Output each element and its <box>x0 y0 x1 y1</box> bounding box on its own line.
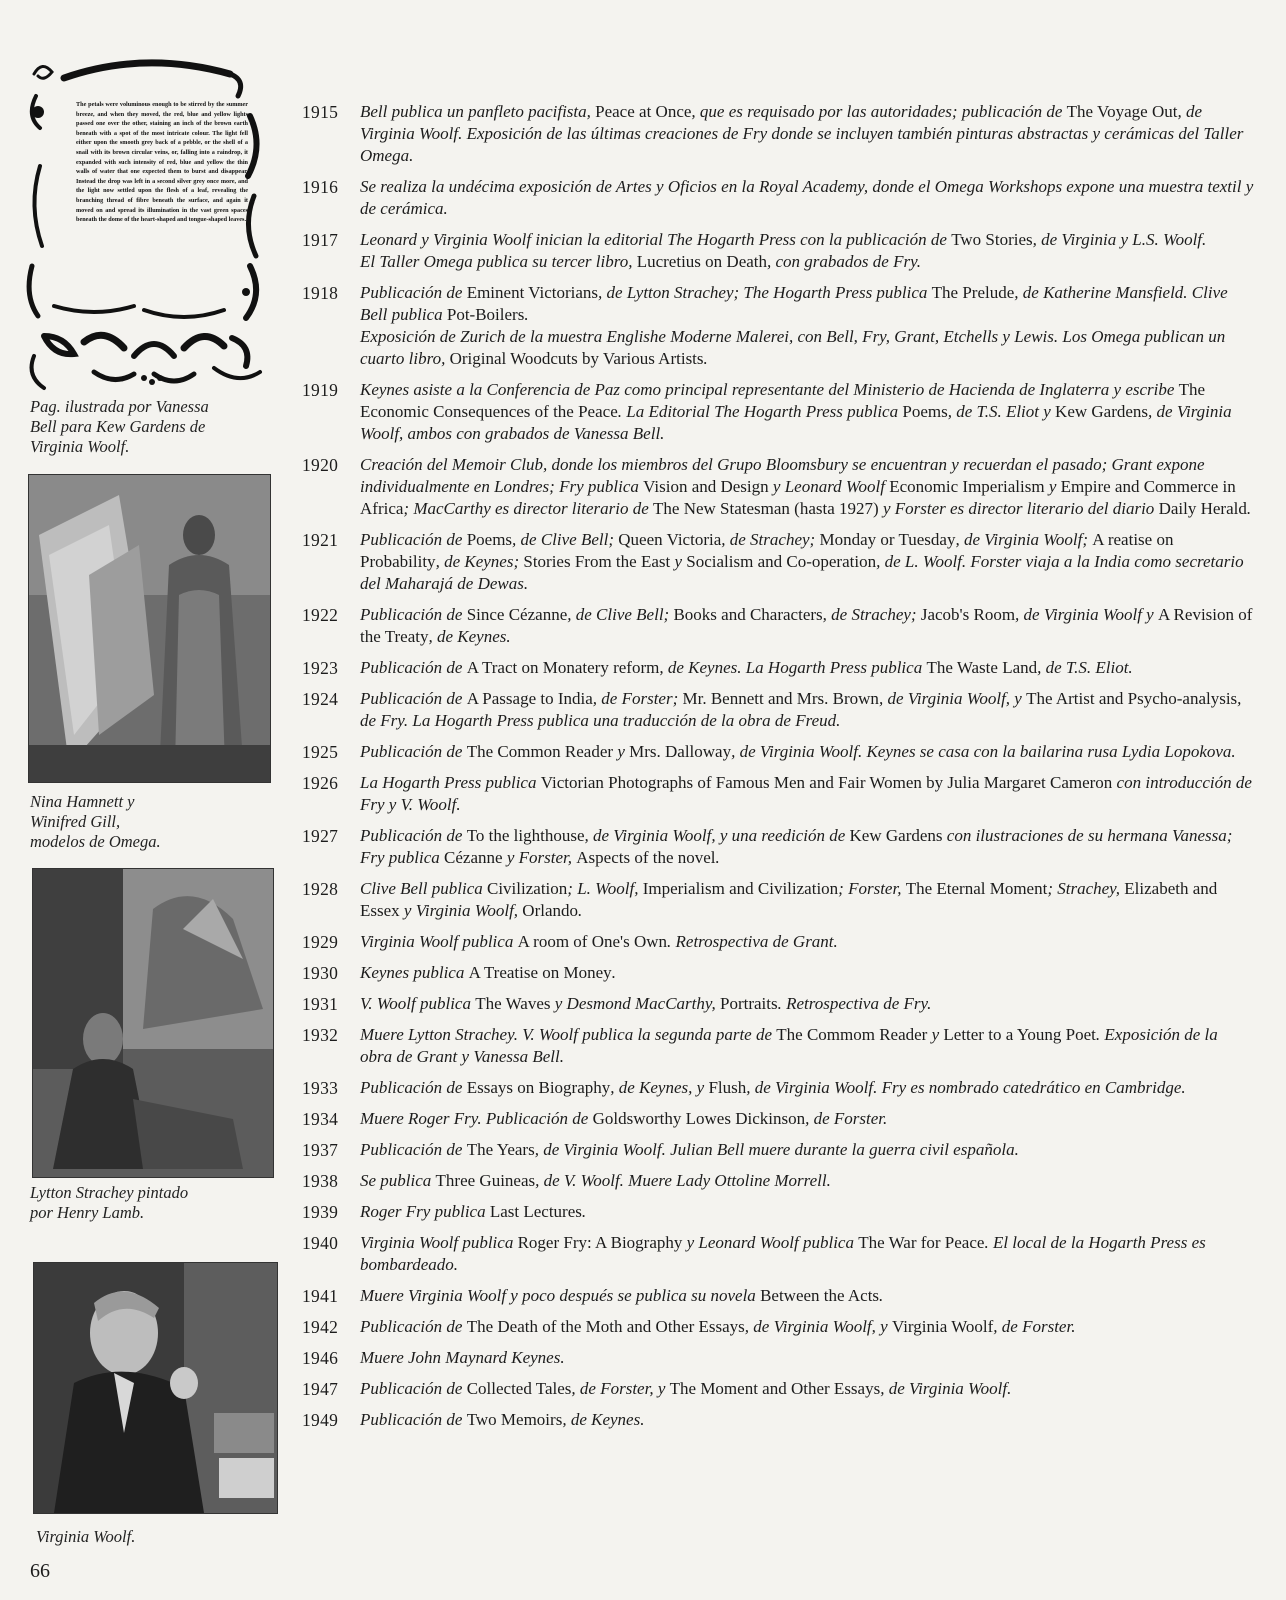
timeline-entry <box>302 1316 1254 1338</box>
entry-segment: , de Strachey; <box>721 530 820 549</box>
entry-segment: , de Virginia Woolf. Julian Bell muere durante la guerra civil española. <box>534 1140 1019 1159</box>
timeline-entry <box>302 282 1254 370</box>
work-title: The Waste Land <box>926 658 1038 677</box>
work-title: Essays on Biography <box>466 1078 611 1097</box>
work-title: Poems <box>902 402 948 421</box>
entry-paragraph <box>360 1232 1254 1276</box>
entry-text <box>360 1285 1254 1307</box>
entry-text <box>360 772 1254 816</box>
entry-segment: , de Clive Bell; <box>567 605 674 624</box>
entry-paragraph <box>360 1108 1254 1130</box>
entry-year: 1915 <box>302 102 339 122</box>
entry-segment: Virginia Woolf publica <box>360 932 518 951</box>
entry-paragraph <box>360 962 1254 984</box>
entry-paragraph <box>360 772 1254 816</box>
entry-segment: Muere Roger Fry. Publicación de <box>360 1109 593 1128</box>
entry-segment: ; Forster, <box>838 879 906 898</box>
work-title: Imperialism and Civilization <box>642 879 839 898</box>
entry-text <box>360 1378 1254 1400</box>
work-title: Orlando <box>522 901 579 920</box>
entry-segment: Publicación de <box>360 689 467 708</box>
entry-paragraph <box>360 1316 1254 1338</box>
work-title: Vision and Design <box>643 477 769 496</box>
work-title: Roger Fry: A Biography <box>517 1233 683 1252</box>
entry-text <box>360 101 1254 167</box>
entry-text <box>360 229 1254 273</box>
work-title: Stories From the East <box>523 552 671 571</box>
entry-year: 1930 <box>302 963 339 983</box>
work-title: Aspects of the novel <box>576 848 716 867</box>
entry-year: 1931 <box>302 994 339 1014</box>
entry-paragraph <box>360 1139 1254 1161</box>
entry-segment: , que es requisado por las autoridades; publicación de <box>691 102 1067 121</box>
entry-segment: y <box>670 552 687 571</box>
entry-segment: . <box>578 901 583 920</box>
entry-text <box>360 529 1254 595</box>
entry-segment: , de Virginia Woolf. <box>880 1379 1012 1398</box>
work-title: Virginia Woolf <box>891 1317 994 1336</box>
timeline-entry <box>302 962 1254 984</box>
entry-segment: . <box>703 349 708 368</box>
work-title: A reatise on Probability <box>360 530 1174 571</box>
entry-segment: , de Virginia Woolf. Fry es nombrado catedrático en Cambridge. <box>746 1078 1186 1097</box>
timeline-entry <box>302 1108 1254 1130</box>
entry-segment: y Virginia Woolf, <box>399 901 523 920</box>
entry-text <box>360 454 1254 520</box>
work-title: Monday or Tuesday <box>819 530 956 549</box>
entry-text <box>360 379 1254 445</box>
entry-text <box>360 1201 1254 1223</box>
entry-text <box>360 1232 1254 1276</box>
entry-segment: , de Virginia Woolf y <box>1015 605 1158 624</box>
timeline-entry <box>302 1024 1254 1068</box>
work-title: Economic Imperialism <box>889 477 1045 496</box>
entry-text <box>360 993 1254 1015</box>
entry-segment: , de L. Woolf. Forster viaja a la India como secretario del Maharajá de Dewas. <box>360 552 1244 593</box>
timeline-entry <box>302 176 1254 220</box>
entry-paragraph <box>360 931 1254 953</box>
timeline-entry <box>302 657 1254 679</box>
entry-year: 1938 <box>302 1171 339 1191</box>
entry-year: 1933 <box>302 1078 339 1098</box>
entry-segment: . <box>581 1202 587 1221</box>
entry-paragraph <box>360 101 1254 167</box>
work-title: Elizabeth and Essex <box>360 879 1218 920</box>
entry-segment: , de Strachey; <box>822 605 921 624</box>
entry-year: 1949 <box>302 1410 339 1430</box>
entry-segment: Muere Virginia Woolf y poco después se publica su novela <box>360 1286 761 1305</box>
entry-segment: con introducción de Fry y V. Woolf. <box>360 773 1252 814</box>
entry-segment: ; L. Woolf, <box>567 879 643 898</box>
entry-segment: y <box>927 1025 944 1044</box>
work-title: The Artist and Psycho-analysis <box>1026 689 1238 708</box>
entry-year: 1925 <box>302 742 339 762</box>
entry-year: 1946 <box>302 1348 339 1368</box>
work-title: Queen Victoria <box>618 530 722 549</box>
work-title: The Economic Consequences of the Peace <box>360 380 1206 421</box>
entry-segment: , de Forster, y <box>571 1379 670 1398</box>
entry-paragraph <box>360 229 1254 251</box>
entry-segment: Publicación de <box>360 658 467 677</box>
work-title: Pot-Boilers <box>446 305 525 324</box>
entry-year: 1939 <box>302 1202 339 1222</box>
entry-year: 1918 <box>302 283 339 303</box>
entry-text <box>360 657 1254 679</box>
work-title: The Common Reader <box>466 742 614 761</box>
photo-virginia-woolf <box>33 1262 278 1514</box>
entry-segment: , de Forster. <box>805 1109 888 1128</box>
entry-segment: La Hogarth Press publica <box>360 773 541 792</box>
timeline-entry <box>302 1409 1254 1431</box>
timeline-entry <box>302 1378 1254 1400</box>
entry-segment: Muere John Maynard Keynes. <box>360 1348 565 1367</box>
entry-year: 1926 <box>302 773 339 793</box>
entry-text <box>360 1077 1254 1099</box>
entry-segment: , de Virginia Woolf. Keynes se casa con la bailarina rusa Lydia Lopokova. <box>731 742 1236 761</box>
entry-year: 1941 <box>302 1286 339 1306</box>
entry-segment: , de Virginia y L.S. Woolf. <box>1032 230 1207 249</box>
entry-segment: , de T.S. Eliot y <box>947 402 1056 421</box>
work-title: Two Stories <box>951 230 1033 249</box>
work-title: Empire and Commerce in Africa <box>360 477 1236 518</box>
work-title: Poems <box>466 530 513 549</box>
work-title: A Treatise on Money <box>468 963 612 982</box>
entry-segment: , de V. Woolf. Muere Lady Ottoline Morrell. <box>535 1171 831 1190</box>
work-title: Lucretius on Death <box>636 252 768 271</box>
work-title: Peace at Once <box>595 102 692 121</box>
entry-segment: Keynes asiste a la Conferencia de Paz como principal representante del Ministerio de Hacienda de Inglaterra y escribe <box>360 380 1179 399</box>
work-title: Between the Acts <box>760 1286 880 1305</box>
work-title: The Prelude <box>931 283 1015 302</box>
entry-paragraph <box>360 657 1254 679</box>
work-title: The Moment and Other Essays <box>669 1379 881 1398</box>
entry-paragraph <box>360 326 1254 370</box>
work-title: The New Statesman (hasta 1927) <box>653 499 879 518</box>
entry-segment: Exposición de Zurich de la muestra Englishe Moderne Malerei, con Bell, Fry, Grant, Etchells y Lewis. Los Omega publican un cuarto libro, <box>360 327 1226 368</box>
entry-paragraph <box>360 379 1254 445</box>
work-title: Mrs. Dalloway <box>629 742 732 761</box>
timeline-entry <box>302 878 1254 922</box>
entry-segment: . <box>611 963 616 982</box>
work-title: A Passage to India <box>466 689 593 708</box>
work-title: Letter to a Young Poet <box>943 1025 1096 1044</box>
work-title: Original Woodcuts by Various Artists <box>449 349 704 368</box>
entry-text <box>360 688 1254 732</box>
entry-paragraph <box>360 454 1254 520</box>
entry-segment: y Forster es director literario del diario <box>878 499 1159 518</box>
work-title: Socialism and Co-operation <box>686 552 877 571</box>
entry-segment: , de Katherine Mansfield. Clive Bell publica <box>360 283 1228 324</box>
entry-segment: Publicación de <box>360 1140 467 1159</box>
timeline-entry <box>302 741 1254 763</box>
entry-segment: . <box>524 305 529 324</box>
entry-year: 1922 <box>302 605 339 625</box>
entry-paragraph <box>360 1378 1254 1400</box>
work-title: Goldsworthy Lowes Dickinson <box>592 1109 806 1128</box>
entry-segment: y <box>1044 477 1061 496</box>
entry-segment: y Leonard Woolf <box>768 477 890 496</box>
illustration-caption: Pag. ilustrada por Vanessa Bell para Kew Gardens de Virginia Woolf. <box>30 397 209 456</box>
entry-segment: , de Virginia Woolf, y <box>744 1317 892 1336</box>
work-title: Books and Characters <box>673 605 823 624</box>
entry-segment: V. Woolf publica <box>360 994 476 1013</box>
entry-segment: Muere Lytton Strachey. V. Woolf publica la segunda parte de <box>360 1025 777 1044</box>
work-title: Jacob's Room <box>920 605 1016 624</box>
entry-year: 1929 <box>302 932 339 952</box>
illustration-text: The petals were voluminous enough to be stirred by the summer breeze, and when they moved, the red, blue and yellow lights passed one over the other, staining an inch of the brown earth beneath with a spot of the most intricate colour. The light fell either upon the smooth grey back of a pebble, or the shell of a snail with its brown circular veins, or, falling into a raindrop, it expanded with such intensity of red, blue and yellow the thin walls of water that one expected them to burst and disappear. Instead the drop was left in a second silver grey once more, and the light now settled upon the flesh of a leaf, revealing the branching thread of fibre beneath the surface, and again it moved on and spread its illumination in the vast green spaces beneath the dome of the heart-shaped and tongue-shaped leaves. <box>76 101 248 224</box>
entry-segment: y Forster, <box>502 848 577 867</box>
entry-paragraph <box>360 529 1254 595</box>
entry-text <box>360 176 1254 220</box>
work-title: A room of One's Own <box>517 932 668 951</box>
work-title: Since Cézanne <box>466 605 568 624</box>
entry-segment: Publicación de <box>360 742 467 761</box>
entry-segment: , de Keynes; <box>435 552 524 571</box>
work-title: Flush <box>708 1078 747 1097</box>
entry-year: 1940 <box>302 1233 339 1253</box>
work-title: Cézanne <box>444 848 503 867</box>
timeline-entry <box>302 229 1254 273</box>
entry-paragraph <box>360 993 1254 1015</box>
left-column <box>0 0 290 1600</box>
entry-year: 1917 <box>302 230 339 250</box>
timeline-entry <box>302 529 1254 595</box>
entry-segment: . El local de la Hogarth Press es bombardeado. <box>360 1233 1206 1274</box>
entry-segment: , de Lytton Strachey; The Hogarth Press publica <box>598 283 932 302</box>
entry-segment: . <box>879 1286 884 1305</box>
entry-year: 1942 <box>302 1317 339 1337</box>
entry-segment: . La Editorial The Hogarth Press publica <box>617 402 903 421</box>
entry-text <box>360 1139 1254 1161</box>
entry-paragraph <box>360 176 1254 220</box>
entry-segment: , de Forster; <box>592 689 683 708</box>
entry-segment: Leonard y Virginia Woolf inician la editorial The Hogarth Press con la publicación de <box>360 230 952 249</box>
entry-segment: . <box>1246 499 1252 518</box>
entry-segment: , de Virginia Woolf; <box>955 530 1093 549</box>
entry-paragraph <box>360 1201 1254 1223</box>
entry-paragraph <box>360 878 1254 922</box>
timeline-entry <box>302 772 1254 816</box>
entry-segment: . <box>715 848 720 867</box>
work-title: Collected Tales <box>466 1379 572 1398</box>
entry-text <box>360 741 1254 763</box>
timeline-entry <box>302 825 1254 869</box>
entry-text <box>360 931 1254 953</box>
entry-paragraph <box>360 1409 1254 1431</box>
entry-year: 1916 <box>302 177 339 197</box>
work-title: Kew Gardens <box>1055 402 1149 421</box>
entry-year: 1919 <box>302 380 339 400</box>
work-title: The Death of the Moth and Other Essays <box>466 1317 745 1336</box>
entry-segment: , de Fry. La Hogarth Press publica una traducción de la obra de Freud. <box>360 689 1242 730</box>
entry-text <box>360 1347 1254 1369</box>
work-title: To the lighthouse <box>466 826 585 845</box>
timeline-entry <box>302 931 1254 953</box>
entry-segment: Roger Fry publica <box>360 1202 490 1221</box>
entry-segment: ; Strachey, <box>1047 879 1125 898</box>
entry-year: 1932 <box>302 1025 339 1045</box>
work-title: The Waves <box>475 994 551 1013</box>
entry-segment: . Exposición de la obra de Grant y Vanessa Bell. <box>360 1025 1218 1066</box>
entry-segment: , de Keynes. <box>562 1410 645 1429</box>
entry-segment: Publicación de <box>360 605 467 624</box>
entry-segment: Clive Bell publica <box>360 879 487 898</box>
entry-paragraph <box>360 1347 1254 1369</box>
entry-year: 1928 <box>302 879 339 899</box>
entry-segment: Se publica <box>360 1171 436 1190</box>
entry-segment: con ilustraciones de su hermana Vanessa; Fry publica <box>360 826 1233 867</box>
entry-paragraph <box>360 825 1254 869</box>
timeline-entry <box>302 604 1254 648</box>
timeline-entry <box>302 101 1254 167</box>
timeline-entry <box>302 379 1254 445</box>
entry-segment: Publicación de <box>360 530 467 549</box>
entry-segment: . Retrospectiva de Fry. <box>777 994 932 1013</box>
work-title: The Years <box>466 1140 535 1159</box>
entry-segment: Se realiza la undécima exposición de Artes y Oficios en la Royal Academy, donde el Omega Workshops expone una muestra textil y de cerámica. <box>360 177 1254 218</box>
entry-segment: . Retrospectiva de Grant. <box>667 932 838 951</box>
entry-segment: ; MacCarthy es director literario de <box>403 499 654 518</box>
entry-text <box>360 825 1254 869</box>
entry-paragraph <box>360 251 1254 273</box>
timeline-entry <box>302 1285 1254 1307</box>
work-title: The War for Peace <box>858 1233 985 1252</box>
entry-segment: Publicación de <box>360 826 467 845</box>
timeline-entry <box>302 454 1254 520</box>
entry-segment: , de Virginia Woolf. Exposición de las últimas creaciones de Fry donde se incluyen también pinturas abstractas y cerámicas del Taller Omega. <box>360 102 1244 165</box>
entry-year: 1927 <box>302 826 339 846</box>
work-title: Last Lectures <box>489 1202 582 1221</box>
entry-text <box>360 1024 1254 1068</box>
entry-text <box>360 1170 1254 1192</box>
entry-paragraph <box>360 1077 1254 1099</box>
entry-paragraph <box>360 1285 1254 1307</box>
entry-segment: , de Keynes. <box>428 627 511 646</box>
timeline-entry <box>302 993 1254 1015</box>
timeline-entry <box>302 1139 1254 1161</box>
timeline-entry <box>302 1347 1254 1369</box>
work-title: Portraits <box>720 994 778 1013</box>
entry-segment: Keynes publica <box>360 963 469 982</box>
entry-segment: y Leonard Woolf publica <box>682 1233 859 1252</box>
work-title: Civilization <box>487 879 568 898</box>
entry-segment: , de Keynes, y <box>610 1078 709 1097</box>
photo-lytton-strachey <box>32 868 274 1178</box>
entry-segment: , de Forster. <box>993 1317 1076 1336</box>
photo-caption-woolf: Virginia Woolf. <box>36 1527 136 1546</box>
entry-year: 1937 <box>302 1140 339 1160</box>
photo-caption-omega: Nina Hamnett y Winifred Gill, modelos de Omega. <box>30 792 161 851</box>
entry-segment: , con grabados de Fry. <box>767 252 921 271</box>
entry-segment: , de Virginia Woolf, y una reedición de <box>584 826 850 845</box>
entry-paragraph <box>360 1024 1254 1068</box>
page-number: 66 <box>30 1560 50 1582</box>
work-title: Kew Gardens <box>849 826 943 845</box>
entry-segment: , de Virginia Woolf, y <box>878 689 1027 708</box>
entry-segment: , de Clive Bell; <box>512 530 619 549</box>
work-title: Two Memoirs <box>466 1410 563 1429</box>
entry-paragraph <box>360 1170 1254 1192</box>
work-title: A Tract on Monatery reform <box>466 658 660 677</box>
entry-segment: Publicación de <box>360 1379 467 1398</box>
entry-segment: Virginia Woolf publica <box>360 1233 518 1252</box>
entry-paragraph <box>360 688 1254 732</box>
entry-segment: y <box>613 742 630 761</box>
work-title: Victorian Photographs of Famous Men and Fair Women by Julia Margaret Cameron <box>540 773 1113 792</box>
entry-paragraph <box>360 741 1254 763</box>
photo-caption-strachey: Lytton Strachey pintado por Henry Lamb. <box>30 1183 189 1222</box>
entry-segment: y Desmond MacCarthy, <box>550 994 721 1013</box>
kew-gardens-illustration <box>24 56 266 396</box>
entry-text <box>360 1316 1254 1338</box>
work-title: Three Guineas <box>435 1171 536 1190</box>
work-title: Daily Herald <box>1158 499 1247 518</box>
timeline-entry <box>302 1077 1254 1099</box>
entry-segment: Publicación de <box>360 283 467 302</box>
timeline-entry <box>302 1170 1254 1192</box>
chronology-timeline <box>302 101 1254 1440</box>
entry-segment: Publicación de <box>360 1317 467 1336</box>
entry-segment: Publicación de <box>360 1410 467 1429</box>
work-title: The Voyage Out <box>1066 102 1178 121</box>
entry-segment: , de T.S. Eliot. <box>1037 658 1133 677</box>
entry-text <box>360 604 1254 648</box>
timeline-entry <box>302 688 1254 732</box>
timeline-entry <box>302 1201 1254 1223</box>
entry-segment: El Taller Omega publica su tercer libro, <box>360 252 637 271</box>
entry-segment: , de Virginia Woolf, ambos con grabados de Vanessa Bell. <box>360 402 1232 443</box>
entry-paragraph <box>360 604 1254 648</box>
entry-segment: Publicación de <box>360 1078 467 1097</box>
entry-text <box>360 282 1254 370</box>
work-title: The Commom Reader <box>776 1025 928 1044</box>
entry-paragraph <box>360 282 1254 326</box>
entry-year: 1934 <box>302 1109 339 1129</box>
entry-year: 1924 <box>302 689 339 709</box>
work-title: A Revision of the Treaty <box>360 605 1253 646</box>
entry-year: 1921 <box>302 530 339 550</box>
entry-year: 1947 <box>302 1379 339 1399</box>
entry-segment: , de Keynes. La Hogarth Press publica <box>659 658 927 677</box>
entry-segment: Bell publica un panfleto pacifista, <box>360 102 596 121</box>
entry-year: 1920 <box>302 455 339 475</box>
work-title: Mr. Bennett and Mrs. Brown <box>682 689 879 708</box>
entry-text <box>360 1108 1254 1130</box>
entry-text <box>360 878 1254 922</box>
entry-segment: Creación del Memoir Club, donde los miembros del Grupo Bloomsbury se encuentran y recuerdan el pasado; Grant expone individualmente en Londres; Fry publica <box>360 455 1205 496</box>
timeline-entry <box>302 1232 1254 1276</box>
entry-text <box>360 1409 1254 1431</box>
photo-omega-models <box>28 474 271 783</box>
work-title: Eminent Victorians <box>466 283 599 302</box>
work-title: The Eternal Moment <box>905 879 1048 898</box>
entry-text <box>360 962 1254 984</box>
entry-year: 1923 <box>302 658 339 678</box>
